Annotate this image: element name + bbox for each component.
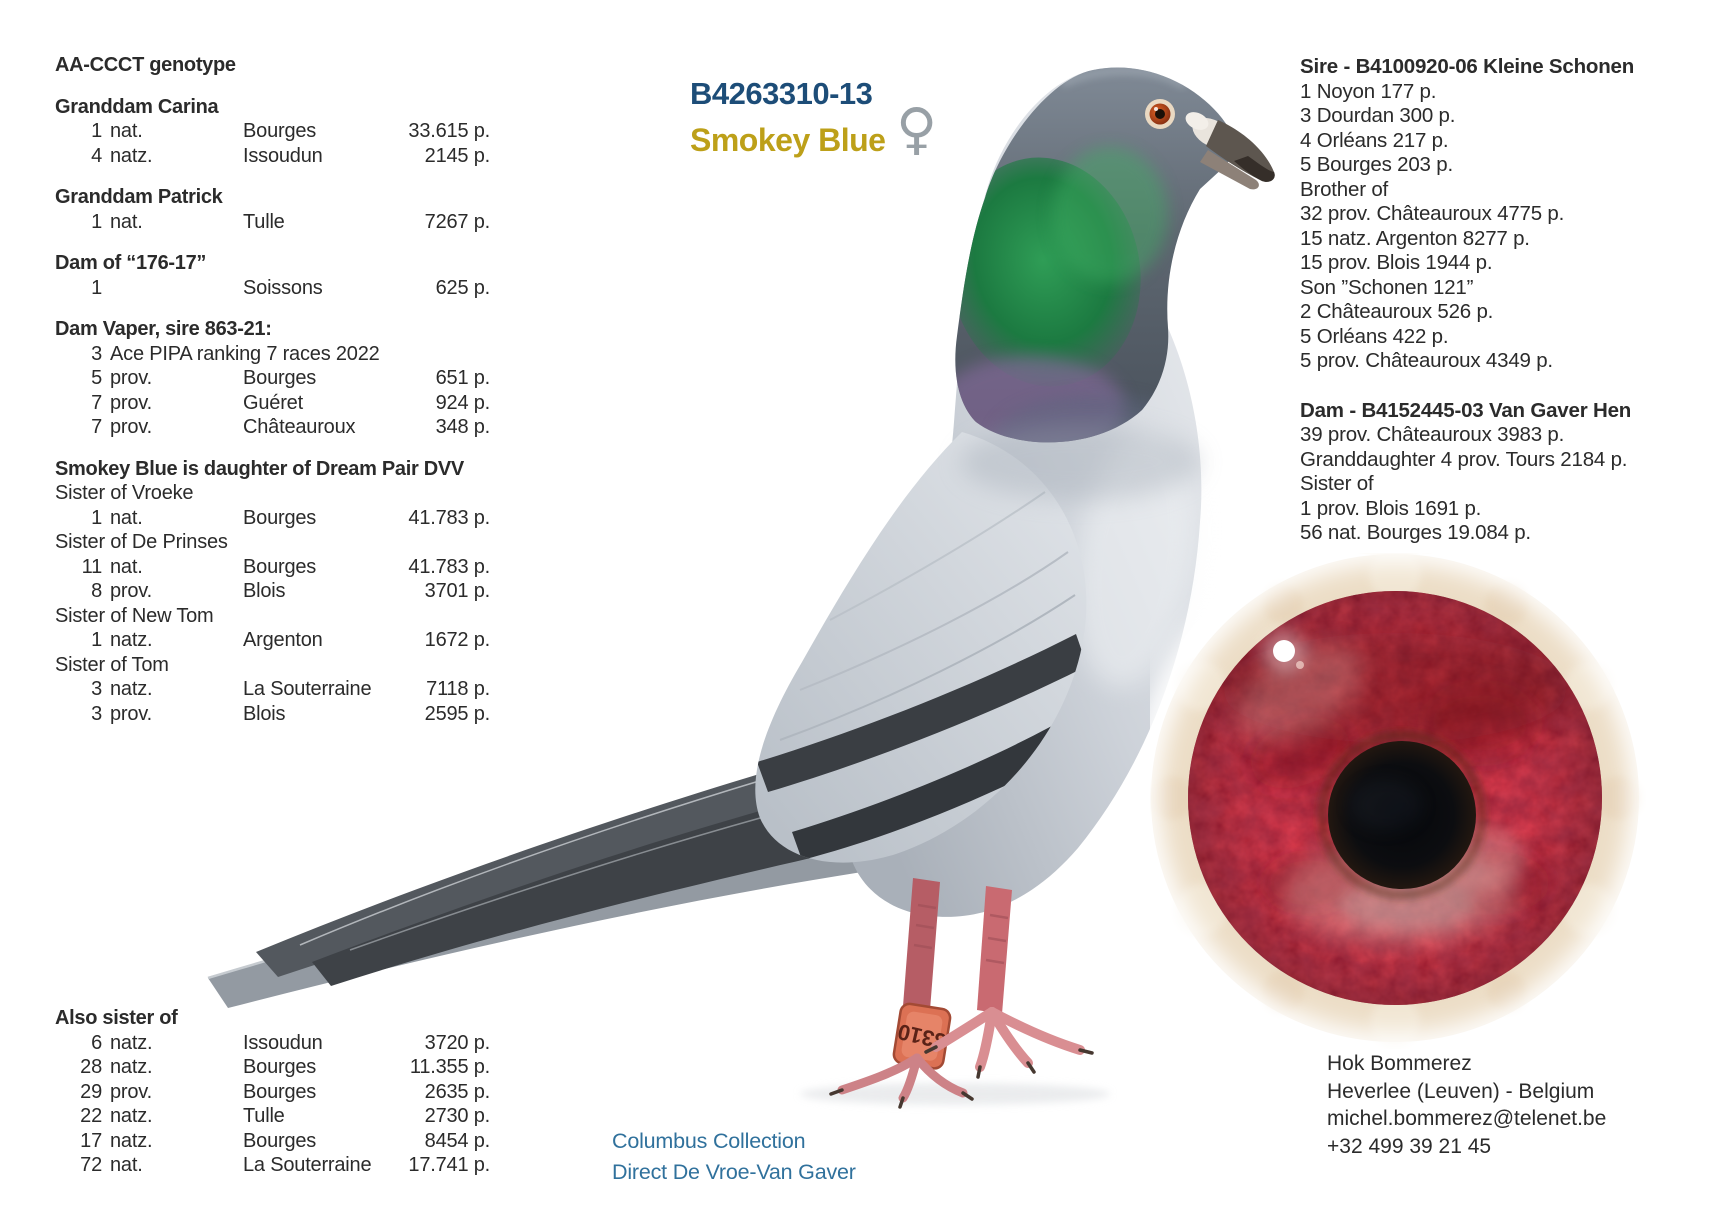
spacer [1300,374,1720,399]
result-category: prov. [110,1080,152,1103]
result-points: 3701 p. [424,580,490,602]
result-position: 5 [91,367,102,389]
result-points: 7267 p. [424,210,490,233]
result-points: 33.615 p. [408,120,490,142]
result-category: prov. [110,391,152,414]
result-race: Guéret [243,391,303,414]
result-race: Bourges [243,506,317,529]
result-category: prov. [110,702,152,725]
result-race: Bourges [243,1080,317,1103]
result-category: natz. [110,144,153,167]
parent-result-line: 5 prov. Châteauroux 4349 p. [1300,349,1553,372]
result-row [55,1031,490,1056]
result-points: 7118 p. [426,678,490,700]
result-race: Argenton [243,629,323,651]
contact-email: michel.bommerez@telenet.be [1327,1107,1607,1130]
result-points: 11.355 p. [409,1056,490,1078]
result-points: 924 p. [435,391,490,414]
result-category: natz. [110,1105,153,1127]
result-row [55,579,490,604]
eye-photo [1150,553,1646,1049]
section-header: Dam of “176-17” [55,252,207,274]
result-points: 1672 p. [424,629,490,651]
result-race: Issoudun [243,144,323,167]
result-category: natz. [110,1129,153,1152]
result-category: natz. [110,678,153,700]
parent-result-line: Brother of [1300,177,1389,201]
section-header: Granddam Patrick [55,186,223,208]
result-category: nat. [110,506,143,529]
result-position: 7 [91,391,102,414]
result-points: 41.783 p. [408,506,490,529]
result-category: natz. [110,1031,153,1054]
result-position: 3 [91,678,102,700]
section-header: Granddam Carina [55,95,219,118]
result-position: 4 [91,144,102,167]
section-header: Dam Vaper, sire 863-21: [55,318,272,340]
result-position: 28 [80,1056,102,1078]
contact-block [1327,1050,1606,1160]
result-row [55,1153,490,1178]
result-race: Blois [243,580,286,602]
parent-result-line: 1 prov. Blois 1691 p. [1300,496,1482,520]
pigeon-name: Smokey Blue [690,122,886,158]
result-race: La Souterraine [243,678,372,700]
result-row [55,391,490,416]
result-row [55,119,490,144]
result-race: Tulle [243,1105,285,1127]
result-position: 1 [91,120,102,142]
result-row [55,677,490,702]
result-race: La Souterraine [243,1154,372,1176]
result-position: 7 [91,416,102,438]
result-position: 1 [91,629,102,651]
result-category: prov. [110,580,152,602]
parent-header: Dam - B4152445-03 Van Gaver Hen [1300,398,1632,422]
parent-result-line: 32 prov. Châteauroux 4775 p. [1300,202,1565,225]
result-points: 8454 p. [424,1129,490,1152]
result-category: prov. [110,367,152,389]
result-row [55,1080,490,1105]
result-points: 2595 p. [424,702,490,725]
ring-number: B4263310-13 [690,76,873,111]
section-header: Smokey Blue is daughter of Dream Pair DVV [55,457,464,480]
sub-header: Sister of Vroeke [55,482,194,504]
result-race: Soissons [243,276,323,299]
result-row [55,342,490,367]
result-race: Blois [243,702,286,725]
result-row [55,366,490,391]
result-row [55,506,490,531]
result-points: 2145 p. [424,144,490,167]
leg-ring-number: 3310 [895,1018,949,1055]
result-row [55,210,490,235]
result-position: 17 [80,1129,102,1152]
result-category: natz. [110,1056,153,1078]
result-row [55,1104,490,1129]
result-position: 1 [91,276,102,299]
result-category: nat. [110,210,143,233]
sub-header: Sister of New Tom [55,604,214,627]
result-points: 651 p. [435,367,490,389]
result-points: 41.783 p. [408,555,490,578]
result-category: Ace PIPA ranking 7 races 2022 [110,342,380,365]
result-points: 3720 p. [424,1031,490,1054]
result-category: prov. [110,416,152,438]
result-row [55,555,490,580]
bottom-left-results [55,1006,500,1178]
parent-header: Sire - B4100920-06 Kleine Schonen [1300,55,1635,78]
section-header: Also sister of [55,1007,178,1029]
result-points: 17.741 p. [408,1154,490,1176]
contact-location: Heverlee (Leuven) - Belgium [1327,1079,1595,1103]
result-position: 29 [80,1080,102,1103]
result-row [55,1129,490,1154]
result-row [55,702,490,727]
parent-result-line: 39 prov. Châteauroux 3983 p. [1300,423,1565,446]
left-column [55,53,500,726]
parent-result-line: Sister of [1300,472,1374,495]
result-race: Châteauroux [243,416,356,438]
right-column [1300,55,1720,546]
result-race: Bourges [243,367,317,389]
result-race: Bourges [243,1129,317,1152]
result-points: 348 p. [435,416,490,438]
result-position: 72 [80,1154,102,1176]
result-position: 3 [91,702,102,725]
result-category: nat. [110,555,143,578]
result-race: Bourges [243,1056,317,1078]
result-position: 22 [80,1105,102,1127]
result-row [55,415,490,440]
parent-result-line: 3 Dourdan 300 p. [1300,104,1456,127]
parent-result-line: 15 natz. Argenton 8277 p. [1300,226,1530,250]
parent-result-line: 5 Orléans 422 p. [1300,324,1449,348]
result-row [55,628,490,653]
result-row [55,144,490,169]
sub-header: Sister of Tom [55,653,169,676]
result-category: nat. [110,1154,143,1176]
result-row [55,1055,490,1080]
result-points: 2635 p. [424,1080,490,1103]
result-position: 8 [91,580,102,602]
female-symbol-icon: ♀ [896,97,938,162]
result-points: 2730 p. [424,1105,490,1127]
parent-result-line: 1 Noyon 177 p. [1300,79,1437,103]
contact-loft-name: Hok Bommerez [1327,1052,1472,1075]
result-position: 1 [91,506,102,529]
parent-result-line: Son ”Schonen 121” [1300,275,1474,299]
result-row [55,276,490,301]
parent-result-line: 56 nat. Bourges 19.084 p. [1300,521,1531,544]
footer-credit [612,1126,856,1188]
parent-result-line: Granddaughter 4 prov. Tours 2184 p. [1300,447,1628,471]
result-race: Bourges [243,120,317,142]
result-position: 1 [91,210,102,233]
result-race: Issoudun [243,1031,323,1054]
result-race: Tulle [243,210,285,233]
result-position: 3 [91,342,102,365]
parent-result-line: 2 Châteauroux 526 p. [1300,300,1494,323]
result-position: 11 [81,555,102,578]
parent-result-line: 5 Bourges 203 p. [1300,153,1453,176]
parent-result-line: 4 Orléans 217 p. [1300,128,1449,152]
footer-line-2: Direct De Vroe-Van Gaver [612,1160,856,1184]
footer-line-1: Columbus Collection [612,1129,806,1153]
result-category: nat. [110,120,143,142]
sub-header: Sister of De Prinses [55,531,228,553]
parent-result-line: 15 prov. Blois 1944 p. [1300,251,1493,274]
section-header: AA-CCCT genotype [55,54,236,76]
result-points: 625 p. [435,276,490,299]
contact-phone: +32 499 39 21 45 [1327,1134,1492,1158]
result-race: Bourges [243,555,317,578]
result-position: 6 [91,1031,102,1054]
result-category: natz. [110,629,153,651]
